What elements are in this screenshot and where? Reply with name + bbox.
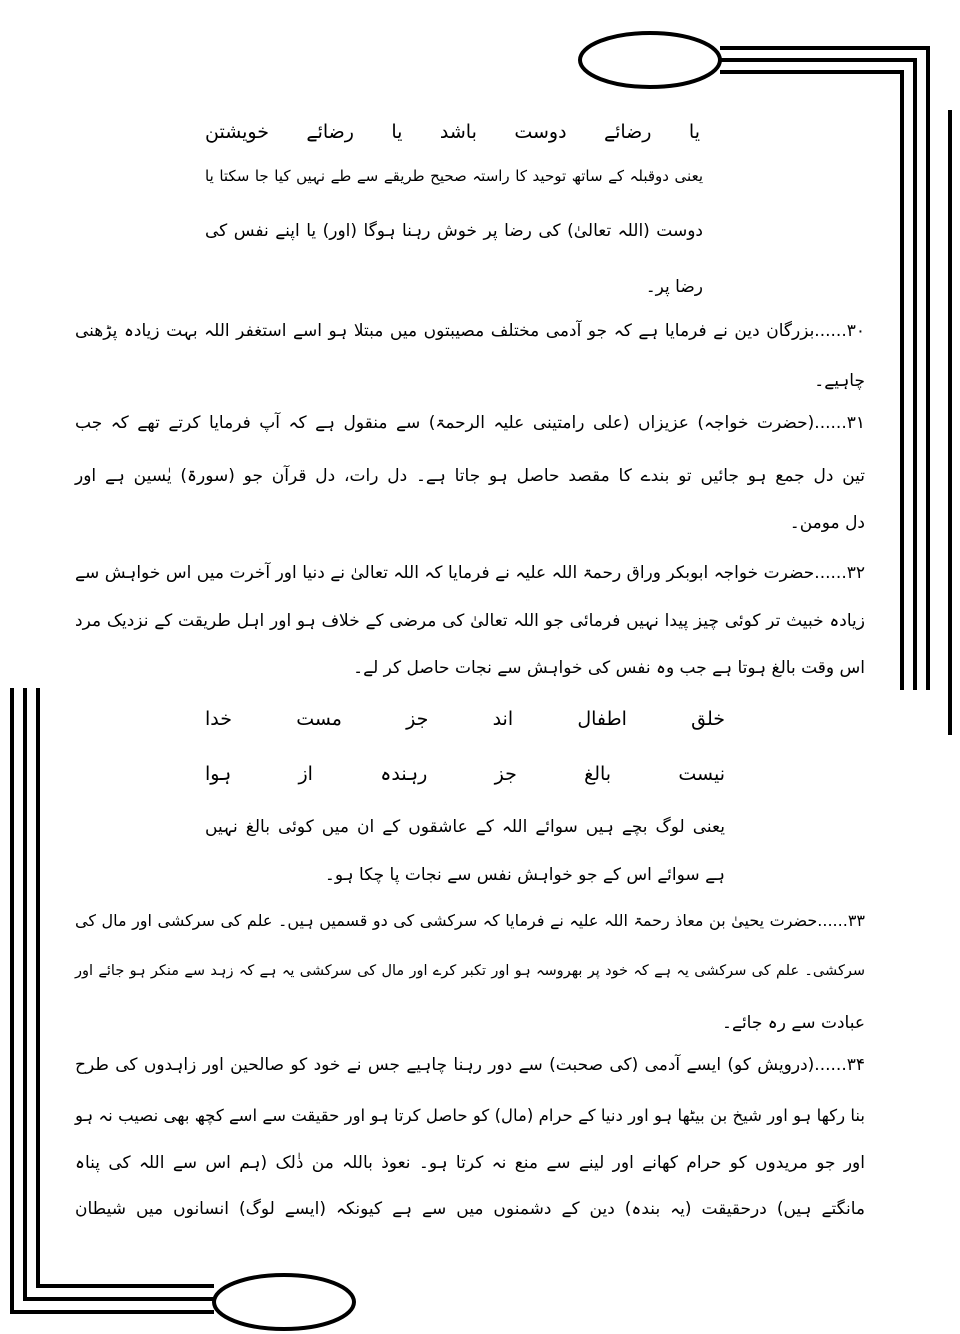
paragraph-31-line-3: دل مومن۔ [789,513,865,533]
paragraph-31-line-1: ۳۱......(حضرت خواجہ) عزیزاں (علی رامتینی علیہ الرحمۃ) سے منقول ہے کہ آپ فرمایا کرتے تھے کہ جب [75,413,865,433]
paragraph-31-line-2: تین دل جمع ہو جائیں تو بندے کا مقصد حاصل ہو جاتا ہے۔ دل رات، دل قرآن جو (سورۃ) یٰسین ہے اور [75,466,865,486]
paragraph-32-line-3: اس وقت بالغ ہوتا ہے جب وہ نفس کی خواہش سے نجات حاصل کر لے۔ [353,658,865,678]
paragraph-33-line-2: سرکشی۔ علم کی سرکشی یہ ہے کہ خود پر بھروسہ ہو اور تکبر کرے اور مال کی سرکشی یہ ہے کہ زہد سے منکر ہو جائے اور [75,963,865,979]
verse-2-line-1: خلق اطفال اند جز مست خدا [205,708,725,730]
translation-1-line-1: یعنی دوقبلہ کے ساتھ توحید کا راستہ صحیح طریقے سے طے نہیں کیا جا سکتا یا [205,167,703,185]
paragraph-32-line-1: ۳۲......حضرت خواجہ ابوبکر وراق رحمۃ اللہ علیہ نے فرمایا کہ اللہ تعالیٰ نے دنیا اور آخرت میں اس خواہش سے [75,563,865,583]
bottom-oval-ornament [214,1275,354,1329]
paragraph-34-line-2: بنا رکھا ہو اور شیخ بن بیٹھا ہو اور دنیا کے حرام (مال) کو حاصل کرتا ہو اور حقیقت سے اسے کچھ بھی نصیب نہ ہو [75,1106,865,1125]
verse-2-line-2: نیست بالغ جز رہندہ از ہوا [205,763,725,785]
paragraph-33-line-3: عبادت سے رہ جائے۔ [722,1013,865,1033]
translation-2-line-1: یعنی لوگ بچے ہیں سوائے اللہ کے عاشقوں کے ان میں کوئی بالغ نہیں [205,817,725,837]
translation-1-line-3: رضا پر۔ [645,277,703,297]
paragraph-34-line-1: ۳۴......(درویش کو) ایسے آدمی (کی صحبت) سے دور رہنا چاہیے جس نے خود کو صالحین اور زاہدوں کی طرح [75,1055,865,1075]
top-oval-ornament [580,33,720,87]
paragraph-32-line-2: زیادہ خبیث تر کوئی چیز پیدا نہیں فرمائی جو اللہ تعالیٰ کی مرضی کے خلاف ہو اور اہل طریقت کے نزدیک مرد [75,611,865,631]
translation-1-line-2: دوست (اللہ تعالیٰ) کی رضا پر خوش رہنا ہوگا (اور) یا اپنے نفس کی [205,221,703,241]
paragraph-34-line-3: اور جو مریدوں کو حرام کھانے اور لینے سے منع نہ کرتا ہو۔ نعوذ باللہ من ذٰلک (ہم اس سے اللہ کی پناہ [75,1153,865,1173]
paragraph-30-line-2: چاہیے۔ [814,371,865,391]
paragraph-30-line-1: ۳۰......بزرگان دین نے فرمایا ہے کہ جو آدمی مختلف مصیبتوں میں مبتلا ہو اسے استغفر اللہ بہت زیادہ پڑھنی [75,321,865,341]
verse-1-line-1: یا رضائے دوست باشد یا رضائے خویشتن [205,121,700,143]
paragraph-33-line-1: ۳۳......حضرت یحییٰ بن معاذ رحمۃ اللہ علیہ نے فرمایا کہ سرکشی کی دو قسمیں ہیں۔ علم کی سرکشی اور مال کی [75,911,865,930]
translation-2-line-2: ہے سوائے اس کے جو خواہش نفس سے نجات پا چکا ہو۔ [324,865,725,885]
paragraph-34-line-4: مانگتے ہیں) درحقیقت (یہ بندہ) دین کے دشمنوں میں سے ہے کیونکہ (ایسے لوگ) انسانوں میں شیطان [75,1199,865,1219]
